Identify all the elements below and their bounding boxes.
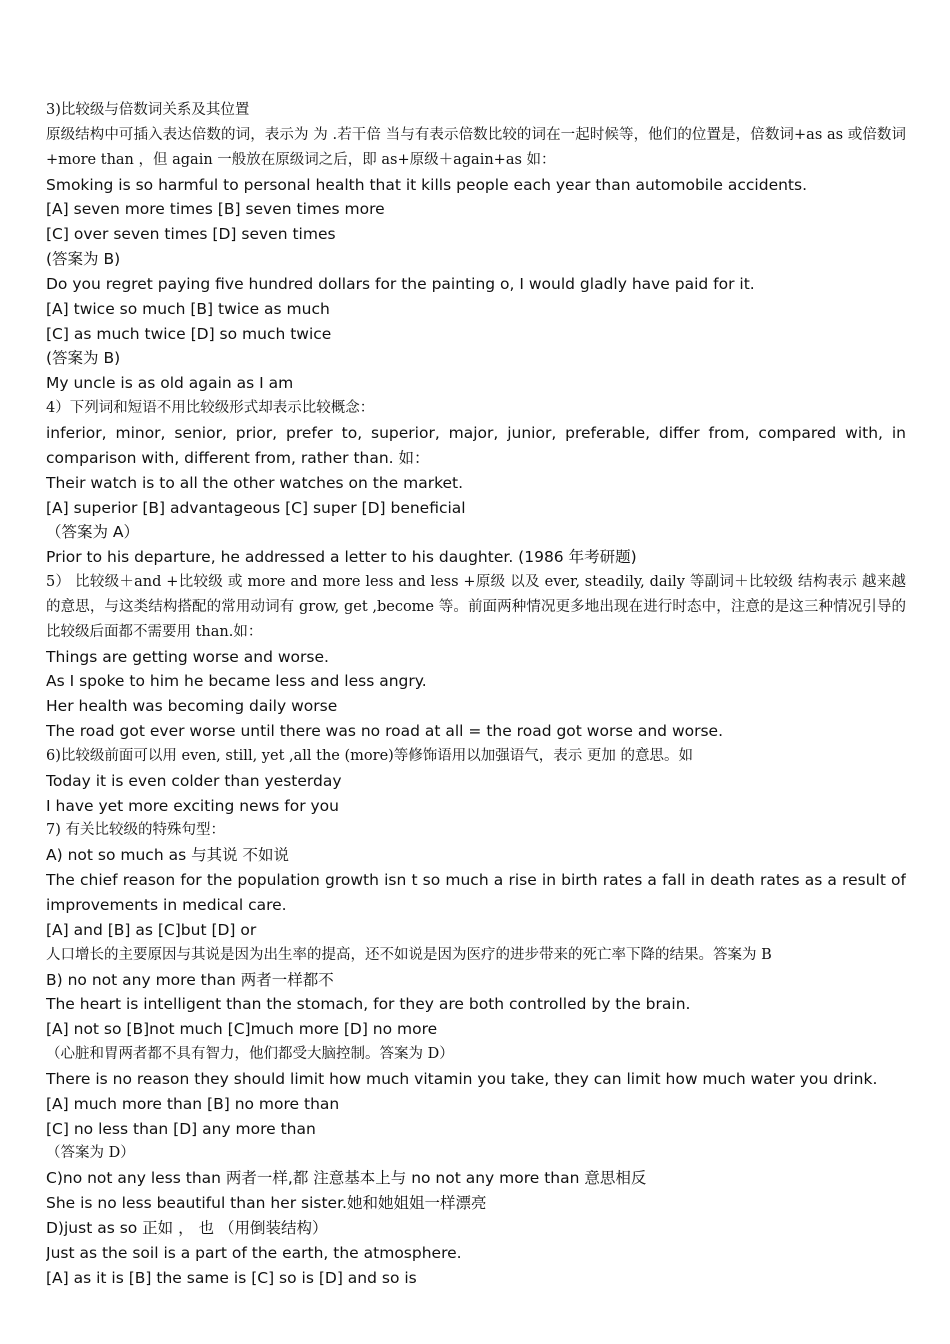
text-line: Their watch is to all the other watches on the market. [46, 473, 464, 492]
text-line: [A] seven more times [B] seven times more [46, 200, 385, 219]
text-line: [A] twice so much [B] twice as much [46, 299, 330, 318]
text-line: [A] much more than [B] no more than [46, 1094, 340, 1113]
text-line: (答案为 B) [46, 250, 121, 269]
text-line: [A] as it is [B] the same is [C] so is [D] and so is [46, 1268, 417, 1287]
text-line: Just as the soil is a part of the earth, the atmosphere. [46, 1243, 462, 1262]
text-line: Her health was becoming daily worse [46, 697, 338, 716]
text-line: D)just as so 正如 ， 也 （用倒装结构） [46, 1218, 328, 1237]
text-line: [C] no less than [D] any more than [46, 1119, 316, 1138]
text-line: Today it is even colder than yesterday [46, 771, 342, 790]
text-line: There is no reason they should limit how much vitamin you take, they can limit how much water you drink. [46, 1069, 878, 1088]
text-line: My uncle is as old again as I am [46, 374, 294, 393]
text-line: 人口增长的主要原因与其说是因为出生率的提高，还不如说是因为医疗的进步带来的死亡率下降的结果。答案为 B [46, 946, 772, 963]
text-line: 7) 有关比较级的特殊句型： [46, 822, 225, 839]
text-line: [C] as much twice [D] so much twice [46, 324, 332, 343]
text-line: 4）下列词和短语不用比较级形式却表示比较概念： [46, 400, 375, 417]
text-line: A) not so much as 与其说 不如说 [46, 846, 289, 865]
text-line: Prior to his departure, he addressed a letter to his daughter. (1986 年考研题) [46, 548, 637, 567]
text-line: The chief reason for the population growth isn t so much a rise in birth rates a fall in death rates as a result of improvements in medical care. [46, 871, 906, 914]
text-line: The heart is intelligent than the stomach, for they are both controlled by the brain. [46, 995, 691, 1014]
text-line: 6)比较级前面可以用 even, still, yet ,all the (more)等修饰语用以加强语气，表示 更加 的意思。如 [46, 747, 694, 764]
text-line: 5） 比较级＋and +比较级 或 more and more less and less +原级 以及 ever, steadily, daily 等副词＋比较级 结构表示 越来越 的意思，与这类结构搭配的常用动词有 grow, get ,become 等。前面两种情况更多地出现在进行时态中，注意的是这三种情况引导的比较级后面都不需要用 than.如： [46, 574, 906, 640]
text-line: I have yet more exciting news for you [46, 796, 339, 815]
text-line: The road got ever worse until there was no road at all = the road got worse and worse. [46, 722, 724, 741]
text-line: [A] not so [B]not much [C]much more [D] no more [46, 1020, 438, 1039]
text-line: As I spoke to him he became less and less angry. [46, 672, 427, 691]
text-line: 3)比较级与倍数词关系及其位置 [46, 102, 250, 118]
text-line: [C] over seven times [D] seven times [46, 225, 336, 244]
text-line: She is no less beautiful than her sister.她和她姐姐一样漂亮 [46, 1194, 487, 1213]
document-page [46, 98, 906, 1291]
text-line: Do you regret paying five hundred dollars for the painting o, I would gladly have paid for it. [46, 274, 755, 293]
text-line: [A] superior [B] advantageous [C] super [D] beneficial [46, 498, 466, 517]
text-line: [A] and [B] as [C]but [D] or [46, 920, 257, 939]
text-line: （答案为 D） [46, 1145, 135, 1162]
text-line: B) no not any more than 两者一样都不 [46, 970, 334, 989]
text-line: Smoking is so harmful to personal health that it kills people each year than automobile accidents. [46, 175, 808, 194]
text-line: 原级结构中可插入表达倍数的词，表示为 为 .若干倍 当与有表示倍数比较的词在一起时候等，他们的位置是，倍数词+as as 或倍数词+more than ，但 again 一般放在原级词之后，即 as+原级＋again+as 如： [46, 126, 906, 168]
text-line: Things are getting worse and worse. [46, 647, 329, 666]
text-line: C)no not any less than 两者一样,都 注意基本上与 no not any more than 意思相反 [46, 1169, 647, 1188]
text-line: (答案为 B) [46, 349, 121, 368]
text-line: （心脏和胃两者都不具有智力，他们都受大脑控制。答案为 D） [46, 1046, 454, 1063]
text-line: （答案为 A） [46, 523, 140, 542]
text-line: inferior, minor, senior, prior, prefer to, superior, major, junior, preferable, differ from, compared with, in comparison with, different from, rather than. 如： [46, 423, 906, 467]
